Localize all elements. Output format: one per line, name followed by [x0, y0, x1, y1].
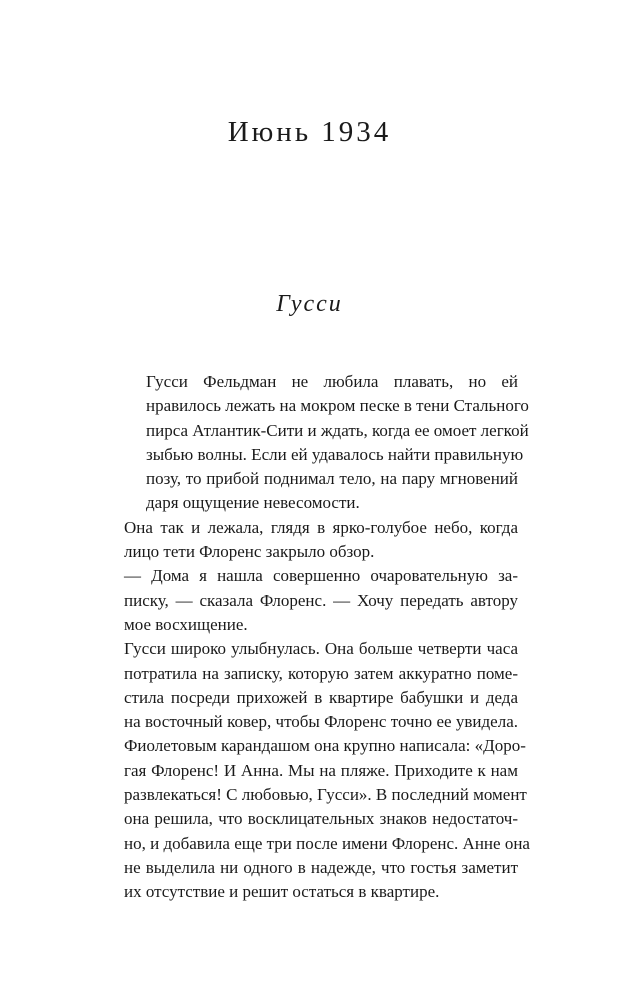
text-line: лицо тети Флоренс закрыло обзор.	[124, 542, 375, 562]
text-line: на восточный ковер, чтобы Флоренс точно ее увидела.	[124, 712, 518, 732]
text-line: даря ощущение невесомости.	[146, 493, 360, 513]
text-line: гая Флоренс! И Анна. Мы на пляже. Приходите к нам	[124, 760, 518, 780]
text-line: развлекаться! С любовью, Гусси». В последний момент	[124, 785, 527, 805]
body-text	[106, 370, 530, 905]
text-line: стила посреди прихожей в квартире бабушки и деда	[124, 687, 518, 707]
text-line: — Дома я нашла совершенно очаровательную за-	[124, 566, 518, 586]
chapter-title: Июнь 1934	[227, 116, 392, 148]
text-line: писку, — сказала Флоренс. — Хочу передать автору	[124, 590, 518, 610]
paragraph-2	[106, 516, 518, 565]
paragraph-4	[106, 637, 530, 904]
text-line: Она так и лежала, глядя в ярко-голубое небо, когда	[124, 517, 518, 537]
text-line: не выделила ни одного в надежде, что гостья заметит	[124, 857, 518, 877]
text-line: Гусси широко улыбнулась. Она больше четверти часа	[124, 639, 518, 659]
text-line: зыбью волны. Если ей удавалось найти правильную	[146, 444, 524, 464]
text-line: позу, то прибой поднимал тело, на пару мгновений	[146, 469, 518, 489]
text-line: Фиолетовым карандашом она крупно написала: «Доро-	[124, 736, 526, 756]
text-line: Гусси Фельдман не любила плавать, но ей	[146, 372, 518, 391]
paragraph-3	[106, 564, 518, 637]
section-title: Гусси	[276, 291, 343, 317]
text-line: мое восхищение.	[124, 614, 248, 634]
text-line: их отсутствие и решит остаться в квартире.	[124, 882, 440, 902]
text-line: нравилось лежать на мокром песке в тени Стального	[146, 396, 529, 416]
text-line: потратила на записку, которую затем аккуратно поме-	[124, 663, 518, 683]
paragraph-1	[106, 370, 529, 516]
text-line: но, и добавила еще три после имени Флоренс. Анне она	[124, 833, 530, 853]
text-line: пирса Атлантик-Сити и ждать, когда ее омоет легкой	[146, 420, 529, 440]
text-line: она решила, что восклицательных знаков недостаточ-	[124, 809, 518, 829]
